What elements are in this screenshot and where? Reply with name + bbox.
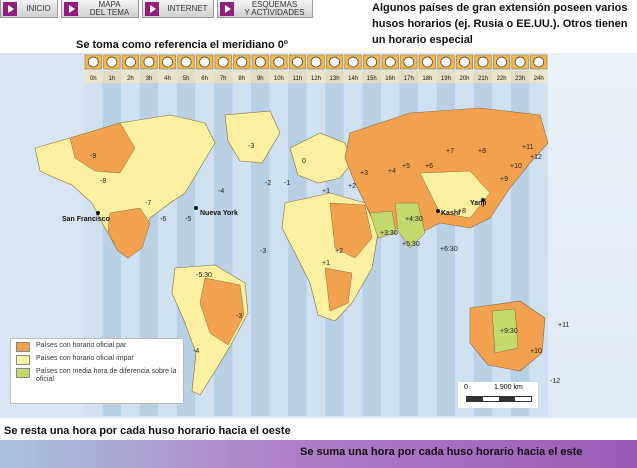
- info-note: Algunos países de gran extensión poseen varios husos horarios (ej. Rusia o EE.UU.). Otros tienen un horario especial: [372, 2, 628, 46]
- clock-face-icon: [330, 57, 340, 67]
- zone-label: 0: [302, 158, 306, 165]
- zone-label: -3: [248, 143, 255, 150]
- nav-label: MAPA DEL TEMA: [89, 0, 130, 17]
- clock-hour-label: 24h: [533, 76, 544, 82]
- clock-face-icon: [88, 57, 98, 67]
- zone-label: -9: [90, 153, 97, 160]
- zone-label: +2: [348, 183, 356, 190]
- clock-hour-label: 21h: [478, 76, 489, 82]
- zone-label: -12: [550, 378, 561, 385]
- nav-label: INICIO: [26, 3, 51, 13]
- zone-label: -5: [185, 216, 192, 223]
- clock-face-icon: [478, 57, 488, 67]
- reference-title: Se toma como referencia el meridiano 0º: [76, 39, 288, 51]
- clock-face-icon: [348, 57, 358, 67]
- zone-label: +7: [446, 148, 454, 155]
- nav-esquemas[interactable]: [217, 0, 313, 18]
- clock-face-icon: [422, 57, 432, 67]
- clock-face-icon: [311, 57, 321, 67]
- clock-hour-label: 17h: [403, 76, 414, 82]
- legend-item: Países con horario oficial impar: [16, 355, 178, 365]
- clock-hour-label: 1h: [108, 76, 116, 82]
- clock-hour-label: 14h: [348, 76, 359, 82]
- zone-label: +1: [322, 188, 330, 195]
- zone-label: -3: [260, 248, 267, 255]
- zone-label: +11: [558, 322, 570, 329]
- zone-label: +4: [388, 168, 396, 175]
- clock-hour-label: 10h: [273, 76, 284, 82]
- clock-face-icon: [385, 57, 395, 67]
- nav-label: ESQUEMAS Y ACTIVIDADES: [244, 0, 305, 17]
- clock-face-icon: [515, 57, 525, 67]
- scale-bar: [458, 382, 538, 408]
- clock-face-icon: [292, 57, 302, 67]
- map-legend: [10, 338, 184, 404]
- nav-label: INTERNET: [167, 3, 208, 13]
- nav-internet[interactable]: [142, 0, 214, 18]
- clock-hour-label: 19h: [440, 76, 451, 82]
- zone-label: -5:30: [196, 272, 212, 279]
- clock-face-icon: [497, 57, 507, 67]
- zone-label: +2: [335, 248, 343, 255]
- zone-label: -1: [284, 180, 291, 187]
- zone-label: +8: [478, 148, 486, 155]
- clock-face-icon: [125, 57, 135, 67]
- zone-label: +9:30: [500, 328, 518, 335]
- zone-label: -4: [218, 188, 225, 195]
- zone-label: +5:30: [402, 241, 420, 248]
- clock-hour-label: 23h: [515, 76, 526, 82]
- nav-mapa-del-tema[interactable]: [61, 0, 139, 18]
- clock-face-icon: [274, 57, 284, 67]
- zone-label: +3: [360, 170, 368, 177]
- clock-hour-label: 3h: [145, 76, 153, 82]
- legend-swatch: [16, 368, 30, 378]
- city-marker: [194, 206, 198, 210]
- zone-label: +5: [402, 163, 410, 170]
- clock-face-icon: [144, 57, 154, 67]
- side-panel: [548, 53, 637, 418]
- zone-label: -3: [236, 313, 243, 320]
- zone-label: -4: [193, 348, 200, 355]
- legend-swatch: [16, 355, 30, 365]
- legend-item: Países con horario oficial par: [16, 342, 178, 352]
- scale-value: 1.900 km: [494, 384, 523, 391]
- zone-label: +3:30: [380, 230, 398, 237]
- zone-label: +4:30: [405, 216, 423, 223]
- clock-hour-label: 13h: [329, 76, 340, 82]
- clock-hour-label: 5h: [182, 76, 190, 82]
- clock-hour-label: 8h: [238, 76, 246, 82]
- legend-swatch: [16, 342, 30, 352]
- zone-label: +6:30: [440, 246, 458, 253]
- clock-hour-label: 11h: [292, 76, 303, 82]
- clock-face-icon: [534, 57, 544, 67]
- clock-face-icon: [441, 57, 451, 67]
- footer-west: Se resta una hora por cada huso horario hacia el oeste: [0, 418, 330, 442]
- footer-east: Se suma una hora por cada huso horario hacia el este: [0, 440, 637, 468]
- scale-zero: 0: [464, 384, 468, 391]
- clock-face-icon: [200, 57, 210, 67]
- zone-label: +9: [500, 176, 508, 183]
- clock-hour-label: 20h: [459, 76, 470, 82]
- arrow-right-icon: [220, 2, 234, 16]
- clock-face-icon: [459, 57, 469, 67]
- city-label: Nueva York: [200, 210, 238, 217]
- clock-hour-label: 0h: [89, 76, 97, 82]
- zone-label: -8: [100, 178, 107, 185]
- clock-face-icon: [181, 57, 191, 67]
- nav-inicio[interactable]: [0, 0, 58, 18]
- clock-face-icon: [107, 57, 117, 67]
- zone-label: +10: [510, 163, 522, 170]
- zone-label: -6: [160, 216, 167, 223]
- clock-hour-label: 7h: [219, 76, 227, 82]
- clock-hour-label: 15h: [366, 76, 377, 82]
- clock-hour-label: 12h: [310, 76, 322, 82]
- arrow-right-icon: [3, 2, 17, 16]
- clock-face-icon: [163, 57, 173, 67]
- zone-label: +10: [530, 348, 542, 355]
- zone-label: +8: [458, 208, 466, 215]
- zone-label: -2: [265, 180, 272, 187]
- city-label: San Francisco: [62, 216, 110, 223]
- clock-face-icon: [255, 57, 265, 67]
- clock-hour-label: 2h: [127, 76, 134, 82]
- zone-label: +6: [425, 163, 433, 170]
- clock-face-icon: [367, 57, 377, 67]
- city-marker: [436, 209, 440, 213]
- clock-hour-label: 16h: [385, 76, 396, 82]
- zone-label: +1: [322, 260, 330, 267]
- zone-label: +11: [522, 144, 534, 151]
- clock-hour-label: 6h: [201, 76, 208, 82]
- city-label: Yanji: [470, 200, 487, 207]
- city-marker: [96, 211, 100, 215]
- arrow-right-icon: [64, 2, 78, 16]
- clock-hour-label: 9h: [256, 76, 264, 82]
- city-label: Kashi: [441, 210, 461, 217]
- legend-item: Países con media hora de diferencia sobre la oficial: [16, 368, 178, 384]
- clock-face-icon: [218, 57, 228, 67]
- clock-hour-label: 18h: [422, 76, 433, 82]
- clock-face-icon: [237, 57, 247, 67]
- clock-face-icon: [404, 57, 414, 67]
- zone-label: +12: [530, 154, 542, 161]
- arrow-right-icon: [145, 2, 159, 16]
- clock-hour-label: 4h: [164, 76, 171, 82]
- zone-label: -7: [145, 200, 152, 207]
- clock-hour-label: 22h: [496, 76, 507, 82]
